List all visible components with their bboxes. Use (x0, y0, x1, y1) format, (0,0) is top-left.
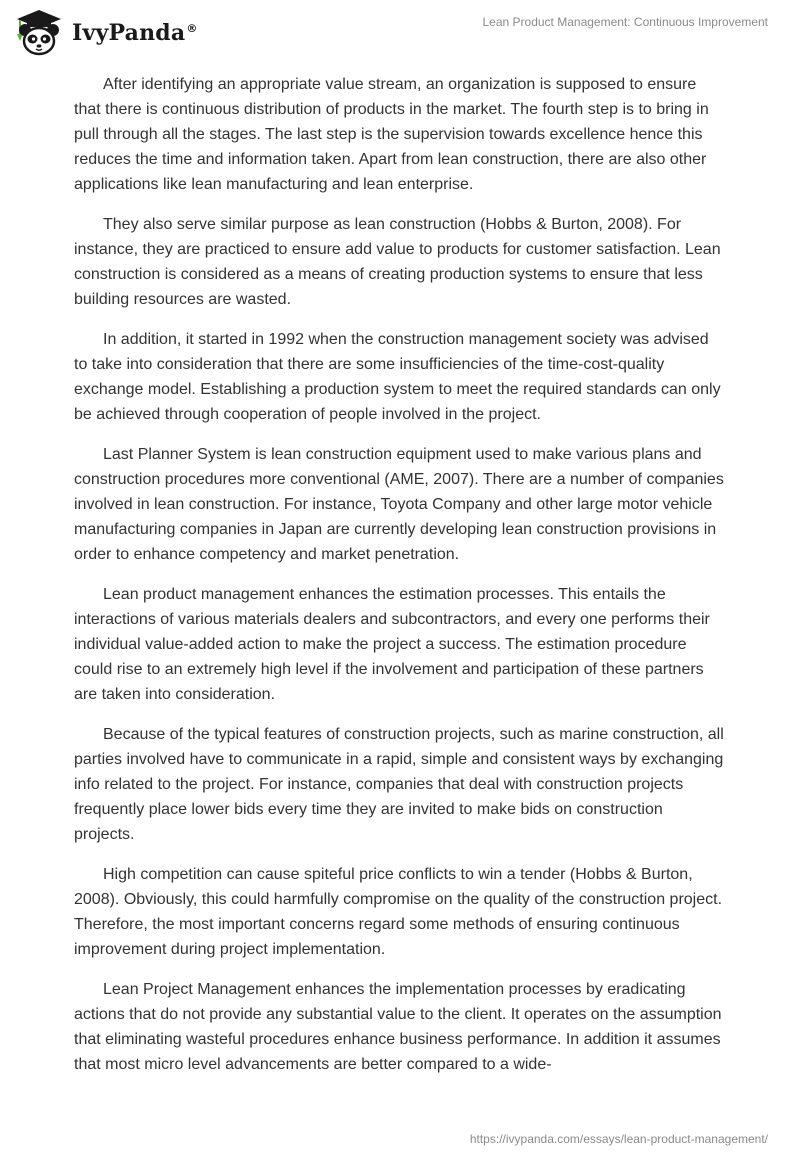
source-url[interactable]: https://ivypanda.com/essays/lean-product-management/ (469, 1132, 768, 1146)
brand-name: IvyPanda® (72, 20, 198, 46)
paragraph: They also serve similar purpose as lean construction (Hobbs & Burton, 2008). For instance, they are practiced to ensure add value to products for customer satisfaction. Lean construction is considered as a means of creating production systems to ensure that less building resources are wasted. (74, 216, 721, 308)
paragraph: Lean product management enhances the estimation processes. This entails the interactions of various materials dealers and subcontractors, and every one performs their individual value-added action to make the project a success. The estimation procedure could rise to an extremely high level if the involvement and participation of these partners are taken into consideration. (74, 586, 710, 703)
paragraph: In addition, it started in 1992 when the construction management society was advised to take into consideration that there are some insufficiencies of the time-cost-quality exchange model. Establishing a production system to meet the required standards can only be achieved through cooperation of people involved in the project. (74, 331, 721, 423)
page-header (0, 0, 800, 64)
essay-body (74, 72, 724, 1092)
brand-logo[interactable] (14, 8, 198, 58)
paragraph: Lean Project Management enhances the implementation processes by eradicating actions that do not provide any substantial value to the client. It operates on the assumption that eliminating wasteful procedures enhance business performance. In addition it assumes that most micro level advancements are better compared to a wide- (74, 981, 722, 1073)
paragraph: Last Planner System is lean construction equipment used to make various plans and construction procedures more conventional (AME, 2007). There are a number of companies involved in lean construction. For instance, Toyota Company and other large motor vehicle manufacturing companies in Japan are currently developing lean construction provisions in order to enhance competency and market penetration. (74, 446, 724, 563)
paragraph: High competition can cause spiteful price conflicts to win a tender (Hobbs & Burton, 2008). Obviously, this could harmfully compromise on the quality of the construction project. Therefore, the most important concerns regard some methods of ensuring continuous improvement during project implementation. (74, 866, 723, 958)
registered-mark: ® (186, 21, 198, 35)
paragraph: Because of the typical features of construction projects, such as marine construction, all parties involved have to communicate in a rapid, simple and consistent ways by exchanging info related to the project. For instance, companies that deal with construction projects frequently place lower bids every time they are invited to make bids on construction projects. (74, 726, 724, 843)
panda-graduate-icon (14, 8, 64, 58)
running-title: Lean Product Management: Continuous Improvement (482, 15, 768, 29)
paragraph: After identifying an appropriate value stream, an organization is supposed to ensure that there is continuous distribution of products in the market. The fourth step is to bring in pull through all the stages. The last step is the supervision towards excellence hence this reduces the time and information taken. Apart from lean construction, there are also other applications like lean manufacturing and lean enterprise. (74, 76, 709, 193)
